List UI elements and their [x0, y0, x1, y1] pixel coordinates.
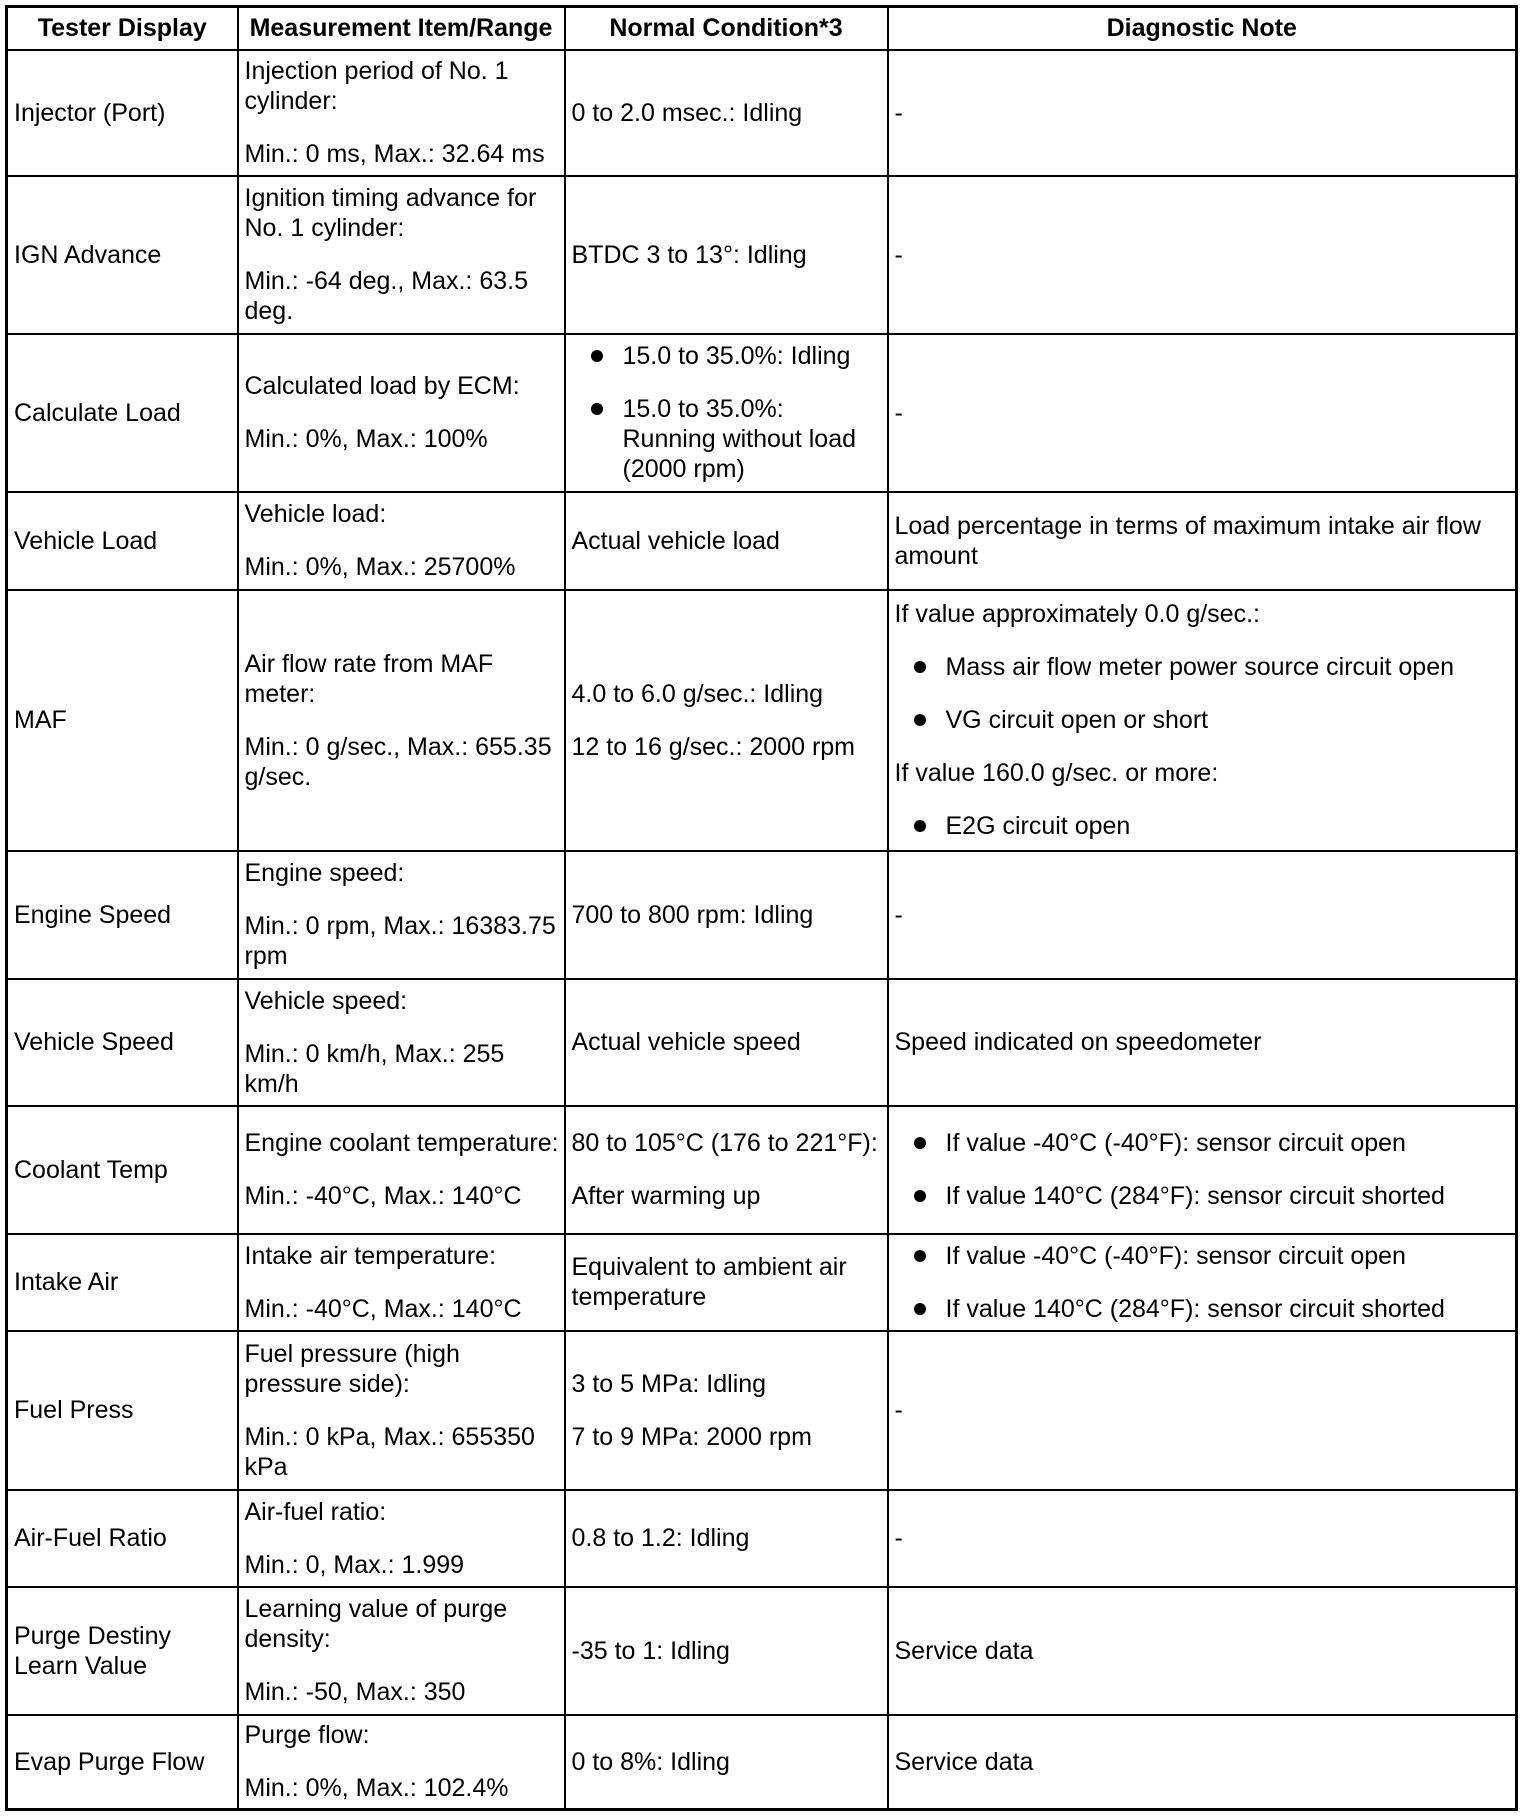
cell-text: Mass air flow meter power source circuit open — [945, 653, 1455, 681]
measurement-cell — [238, 1234, 565, 1331]
cell-paragraph — [895, 599, 1513, 629]
bullet-item — [895, 1294, 1513, 1324]
normal-condition-cell — [565, 590, 888, 851]
measurement-cell — [238, 1715, 565, 1810]
cell-text: -35 to 1: Idling — [571, 1636, 730, 1665]
tester-display-cell: Fuel Press — [7, 1331, 238, 1490]
cell-paragraph — [245, 1497, 561, 1527]
cell-text: Actual vehicle speed — [571, 1028, 801, 1056]
cell-paragraph — [572, 900, 884, 930]
cell-paragraph — [245, 858, 561, 888]
normal-condition-cell — [565, 979, 888, 1106]
cell-paragraph — [245, 552, 561, 582]
cell-paragraph — [572, 1523, 884, 1553]
cell-paragraph — [245, 1422, 561, 1482]
cell-text: Fuel pressure (high pressure side): — [244, 1339, 460, 1398]
measurement-cell — [238, 851, 565, 979]
cell-text: 0.8 to 1.2: Idling — [571, 1524, 750, 1552]
table-row — [7, 1715, 1517, 1810]
cell-paragraph — [572, 1369, 884, 1399]
bullet-item — [572, 341, 884, 371]
cell-text: If value approximately 0.0 g/sec.: — [894, 600, 1260, 628]
cell-text: If value 160.0 g/sec. or more: — [894, 759, 1219, 787]
cell-text: After warming up — [571, 1182, 761, 1210]
measurement-cell — [238, 1331, 565, 1490]
measurement-cell — [238, 492, 565, 590]
bullet-item — [572, 394, 884, 484]
cell-text: Air-fuel ratio: — [244, 1497, 387, 1526]
cell-paragraph — [572, 1252, 884, 1312]
measurement-cell — [238, 334, 565, 492]
table-row — [7, 176, 1517, 334]
cell-paragraph — [895, 1636, 1513, 1666]
normal-condition-cell — [565, 50, 888, 176]
cell-paragraph — [572, 679, 884, 709]
cell-text: Service data — [894, 1747, 1034, 1776]
tester-data-table — [5, 5, 1518, 1811]
cell-paragraph — [245, 183, 561, 243]
diagnostic-note-cell — [888, 1331, 1517, 1490]
cell-paragraph — [572, 1422, 884, 1452]
header-row — [7, 7, 1517, 50]
cell-text: Speed indicated on speedometer — [894, 1028, 1262, 1056]
diagnostic-note-cell — [888, 1106, 1517, 1234]
cell-text: If value -40°C (-40°F): sensor circuit open — [945, 1129, 1406, 1157]
cell-paragraph — [245, 139, 561, 169]
cell-paragraph — [245, 1241, 561, 1271]
cell-paragraph — [245, 1294, 561, 1324]
cell-text: Service data — [894, 1636, 1034, 1665]
cell-text: - — [894, 1524, 903, 1552]
tester-display-cell: MAF — [7, 590, 238, 851]
diagnostic-note-cell — [888, 979, 1517, 1106]
cell-text: If value 140°C (284°F): sensor circuit shorted — [945, 1294, 1445, 1323]
cell-paragraph — [895, 98, 1513, 128]
normal-condition-cell — [565, 334, 888, 492]
cell-text: Load percentage in terms of maximum intake air flow amount — [894, 511, 1481, 570]
cell-text: Min.: -50, Max.: 350 — [244, 1678, 466, 1706]
measurement-cell — [238, 176, 565, 334]
tester-display-cell: Vehicle Speed — [7, 979, 238, 1106]
bullet-icon — [914, 1190, 926, 1202]
table-row — [7, 590, 1517, 851]
normal-condition-cell — [565, 1106, 888, 1234]
table-row — [7, 1587, 1517, 1715]
bullet-icon — [914, 1303, 926, 1315]
normal-condition-cell — [565, 176, 888, 334]
cell-text: 15.0 to 35.0%: Idling — [622, 342, 851, 370]
cell-text: 0 to 8%: Idling — [571, 1747, 730, 1776]
cell-paragraph — [895, 1523, 1513, 1553]
measurement-cell — [238, 1490, 565, 1587]
bullet-item — [895, 1181, 1513, 1211]
diagnostic-note-cell — [888, 176, 1517, 334]
tester-display-cell: Injector (Port) — [7, 50, 238, 176]
table-row — [7, 1331, 1517, 1490]
header-diagnostic-note: Diagnostic Note — [888, 7, 1517, 50]
bullet-icon — [591, 350, 603, 362]
cell-paragraph — [245, 56, 561, 116]
measurement-cell — [238, 50, 565, 176]
cell-paragraph — [572, 1181, 884, 1211]
tester-display-cell: Evap Purge Flow — [7, 1715, 238, 1810]
cell-text: - — [894, 398, 903, 427]
cell-text: Injection period of No. 1 cylinder: — [244, 57, 509, 115]
cell-text: 3 to 5 MPa: Idling — [571, 1369, 767, 1398]
cell-text: - — [894, 900, 903, 929]
table-row — [7, 334, 1517, 492]
cell-text: Vehicle load: — [244, 500, 387, 528]
measurement-cell — [238, 1106, 565, 1234]
tester-display-cell: Intake Air — [7, 1234, 238, 1331]
cell-paragraph — [572, 98, 884, 128]
cell-text: Min.: 0 ms, Max.: 32.64 ms — [244, 140, 545, 168]
table-row — [7, 492, 1517, 590]
cell-text: Engine speed: — [244, 859, 405, 887]
cell-paragraph — [245, 1128, 561, 1158]
cell-text: Min.: 0%, Max.: 102.4% — [244, 1774, 509, 1803]
diagnostic-note-cell — [888, 1587, 1517, 1715]
cell-text: - — [894, 1396, 903, 1424]
cell-text: Vehicle speed: — [244, 986, 408, 1015]
cell-paragraph — [245, 1550, 561, 1580]
cell-text: Ignition timing advance for No. 1 cylinder: — [244, 184, 537, 242]
bullet-item — [895, 1128, 1513, 1158]
cell-paragraph — [245, 1339, 561, 1399]
diagnostic-note-cell — [888, 334, 1517, 492]
cell-text: Min.: -40°C, Max.: 140°C — [244, 1182, 522, 1210]
cell-text: If value 140°C (284°F): sensor circuit shorted — [945, 1182, 1445, 1210]
measurement-cell — [238, 590, 565, 851]
diagnostic-note-cell — [888, 1715, 1517, 1810]
cell-text: BTDC 3 to 13°: Idling — [571, 240, 807, 269]
cell-paragraph — [895, 758, 1513, 788]
cell-paragraph — [245, 1677, 561, 1707]
cell-paragraph — [572, 240, 884, 270]
cell-text: Intake air temperature: — [244, 1241, 497, 1270]
cell-paragraph — [895, 1395, 1513, 1425]
cell-text: If value -40°C (-40°F): sensor circuit open — [945, 1241, 1406, 1270]
cell-paragraph — [245, 1594, 561, 1654]
table-row — [7, 979, 1517, 1106]
normal-condition-cell — [565, 492, 888, 590]
cell-text: - — [894, 240, 903, 269]
normal-condition-cell — [565, 1234, 888, 1331]
tester-display-cell: Vehicle Load — [7, 492, 238, 590]
cell-paragraph — [245, 499, 561, 529]
table-row — [7, 50, 1517, 176]
cell-paragraph — [572, 732, 884, 762]
bullet-icon — [914, 820, 926, 832]
cell-text: 15.0 to 35.0%: Running without load (2000 rpm) — [622, 395, 856, 483]
table-row — [7, 1234, 1517, 1331]
cell-paragraph — [895, 900, 1513, 930]
diagnostic-note-cell — [888, 1490, 1517, 1587]
cell-paragraph — [245, 732, 561, 792]
cell-paragraph — [245, 649, 561, 709]
tester-display-cell: Calculate Load — [7, 334, 238, 492]
normal-condition-cell — [565, 1587, 888, 1715]
table-row — [7, 851, 1517, 979]
cell-text: Actual vehicle load — [571, 526, 780, 555]
cell-text: Purge flow: — [244, 1721, 370, 1750]
measurement-cell — [238, 1587, 565, 1715]
cell-text: Min.: 0%, Max.: 25700% — [244, 553, 516, 581]
cell-paragraph — [245, 1720, 561, 1750]
normal-condition-cell — [565, 1715, 888, 1810]
cell-text: 4.0 to 6.0 g/sec.: Idling — [571, 679, 824, 708]
table-header — [7, 7, 1517, 50]
cell-paragraph — [895, 1027, 1513, 1057]
cell-text: 80 to 105°C (176 to 221°F): — [571, 1129, 878, 1157]
cell-text: Min.: 0 km/h, Max.: 255 km/h — [244, 1039, 505, 1098]
diagnostic-note-cell — [888, 1234, 1517, 1331]
cell-paragraph — [895, 398, 1513, 428]
bullet-item — [895, 652, 1513, 682]
diagnostic-note-cell — [888, 590, 1517, 851]
tester-display-cell: Engine Speed — [7, 851, 238, 979]
cell-text: E2G circuit open — [945, 812, 1131, 840]
bullet-icon — [914, 714, 926, 726]
bullet-item — [895, 1241, 1513, 1271]
tester-display-cell: Coolant Temp — [7, 1106, 238, 1234]
cell-paragraph — [572, 1128, 884, 1158]
cell-paragraph — [245, 1039, 561, 1099]
normal-condition-cell — [565, 1490, 888, 1587]
cell-text: Min.: -64 deg., Max.: 63.5 deg. — [244, 267, 528, 325]
cell-paragraph — [245, 266, 561, 326]
table-body — [7, 50, 1517, 1810]
header-tester-display: Tester Display — [7, 7, 238, 50]
cell-text: 0 to 2.0 msec.: Idling — [571, 98, 803, 127]
measurement-cell — [238, 979, 565, 1106]
cell-text: Learning value of purge density: — [244, 1595, 508, 1653]
cell-paragraph — [245, 1773, 561, 1803]
cell-paragraph — [245, 1181, 561, 1211]
cell-text: Min.: 0, Max.: 1.999 — [244, 1550, 465, 1579]
diagnostic-note-cell — [888, 851, 1517, 979]
tester-display-cell: IGN Advance — [7, 176, 238, 334]
cell-text: - — [894, 98, 903, 127]
diagnostic-note-cell — [888, 50, 1517, 176]
cell-paragraph — [245, 424, 561, 454]
cell-paragraph — [895, 1747, 1513, 1777]
cell-text: Air flow rate from MAF meter: — [244, 649, 494, 708]
header-normal-condition: Normal Condition*3 — [565, 7, 888, 50]
cell-text: 700 to 800 rpm: Idling — [571, 900, 814, 929]
bullet-icon — [591, 403, 603, 415]
cell-text: VG circuit open or short — [945, 706, 1209, 734]
bullet-item — [895, 705, 1513, 735]
cell-text: Engine coolant temperature: — [244, 1129, 559, 1157]
cell-paragraph — [572, 1027, 884, 1057]
diagnostic-note-cell — [888, 492, 1517, 590]
bullet-item — [895, 811, 1513, 841]
cell-paragraph — [572, 526, 884, 556]
bullet-icon — [914, 1250, 926, 1262]
normal-condition-cell — [565, 851, 888, 979]
cell-text: Min.: 0 g/sec., Max.: 655.35 g/sec. — [244, 732, 552, 791]
header-measurement-item-range: Measurement Item/Range — [238, 7, 565, 50]
table-row — [7, 1490, 1517, 1587]
cell-text: Min.: 0%, Max.: 100% — [244, 425, 488, 453]
cell-text: 12 to 16 g/sec.: 2000 rpm — [571, 732, 856, 761]
normal-condition-cell — [565, 1331, 888, 1490]
cell-text: 7 to 9 MPa: 2000 rpm — [571, 1422, 812, 1451]
cell-text: Min.: 0 kPa, Max.: 655350 kPa — [244, 1422, 535, 1481]
cell-paragraph — [572, 1747, 884, 1777]
cell-paragraph — [245, 911, 561, 971]
bullet-icon — [914, 661, 926, 673]
tester-display-cell: Air-Fuel Ratio — [7, 1490, 238, 1587]
cell-paragraph — [245, 371, 561, 401]
cell-paragraph — [572, 1636, 884, 1666]
cell-text: Min.: 0 rpm, Max.: 16383.75 rpm — [244, 912, 556, 970]
cell-paragraph — [895, 240, 1513, 270]
cell-text: Min.: -40°C, Max.: 140°C — [244, 1294, 522, 1323]
cell-text: Calculated load by ECM: — [244, 372, 520, 400]
table-row — [7, 1106, 1517, 1234]
cell-paragraph — [245, 986, 561, 1016]
cell-text: Equivalent to ambient air temperature — [571, 1253, 847, 1311]
tester-display-cell: Purge Destiny Learn Value — [7, 1587, 238, 1715]
bullet-icon — [914, 1137, 926, 1149]
cell-paragraph — [895, 511, 1513, 571]
